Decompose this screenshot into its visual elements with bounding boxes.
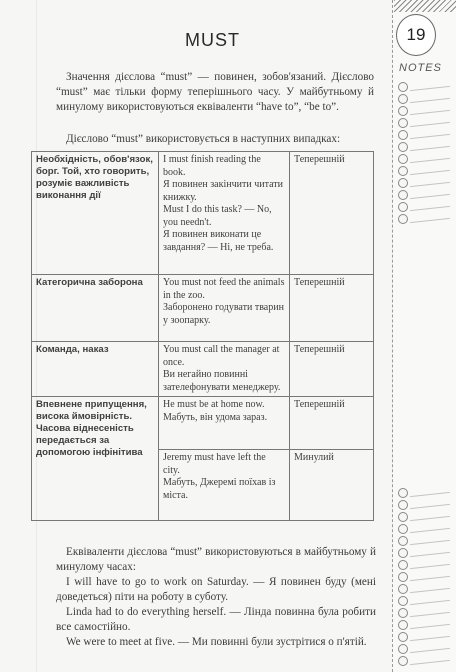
equivalents-paragraph: Еквіваленти дієслова “must” використовуються в майбутньому й минулому часах: <box>56 546 376 573</box>
binder-ring-icon <box>398 596 408 606</box>
table-row <box>32 275 374 342</box>
hatch-decoration <box>394 0 456 12</box>
tense-cell: Теперешній <box>290 342 374 397</box>
intro-paragraph: Значення дієслова “must” — повинен, зобов'язаний. Дієслово “must” має тільки форму теперішнього часу. У майбутньому й минулому використовуються еквіваленти “have to”, “be to”. <box>56 71 374 113</box>
example-en: You must not feed the animals in the zoo. <box>163 277 285 301</box>
example-cell <box>159 275 290 342</box>
example-en: You must call the manager at once. <box>163 344 280 368</box>
case-cell: Команда, наказ <box>32 342 159 397</box>
binder-ring-icon <box>398 488 408 498</box>
binder-ring-icon <box>398 620 408 630</box>
tense-cell: Теперешній <box>290 152 374 275</box>
example-en: He must be at home now. <box>163 399 265 410</box>
binder-ring-icon <box>398 524 408 534</box>
case-cell: Категорична заборона <box>32 275 159 342</box>
binder-ring-icon <box>398 82 408 92</box>
page-number-badge: 19 <box>396 14 436 56</box>
example-uk: Ви негайно повинні зателефонувати менеджеру. <box>163 369 281 393</box>
binder-ring-icon <box>398 106 408 116</box>
binder-ring-icon <box>398 656 408 666</box>
binder-ring-icon <box>398 154 408 164</box>
case-cell: Впевнене припущення, висока ймовірність. Часова віднесеність передається за допомогою інфінітива <box>32 397 159 521</box>
table-row <box>32 397 374 450</box>
example-en: Jeremy must have left the city. <box>163 452 266 476</box>
binder-ring-icon <box>398 632 408 642</box>
binder-ring-icon <box>398 130 408 140</box>
tense-cell: Теперешній <box>290 397 374 450</box>
tense-cell: Теперешній <box>290 275 374 342</box>
binder-ring-icon <box>398 214 408 224</box>
example-uk: Заборонено годувати тварин у зоопарку. <box>163 302 284 326</box>
binder-ring-icon <box>398 142 408 152</box>
example-sentence: We were to meet at five. — Ми повинні були зустрітися о п'ятій. <box>66 636 367 648</box>
table-row <box>32 152 374 275</box>
example-sentence: Linda had to do everything herself. — Лінда повинна була робити все самостійно. <box>56 606 376 633</box>
example-cell <box>159 342 290 397</box>
binder-ring-icon <box>398 178 408 188</box>
example-cell <box>159 397 290 450</box>
table-row <box>32 342 374 397</box>
usage-table <box>31 151 374 521</box>
example-en: I must finish reading the book. <box>163 154 261 178</box>
example-en: Must I do this task? — No, you needn't. <box>163 204 272 228</box>
case-cell: Необхідність, обов'язок, борг. Той, хто говорить, розуміє важливість виконання дії <box>32 152 159 275</box>
tense-cell: Минулий <box>290 450 374 521</box>
binder-ring-icon <box>398 94 408 104</box>
binder-ring-icon <box>398 548 408 558</box>
example-cell <box>159 450 290 521</box>
binder-ring-icon <box>398 644 408 654</box>
binder-ring-icon <box>398 608 408 618</box>
example-cell <box>159 152 290 275</box>
binder-ring-icon <box>398 190 408 200</box>
binder-ring-icon <box>398 166 408 176</box>
binder-ring-icon <box>398 202 408 212</box>
binder-ring-icon <box>398 584 408 594</box>
binder-ring-icon <box>398 572 408 582</box>
example-uk: Я повинен виконати це завдання? — Ні, не треба. <box>163 229 274 253</box>
notes-label: NOTES <box>399 62 442 74</box>
intro-usage-line: Дієслово “must” використовується в наступних випадках: <box>66 133 341 145</box>
binder-ring-icon <box>398 560 408 570</box>
page-title: MUST <box>185 30 240 50</box>
example-uk: Мабуть, Джеремі поїхав із міста. <box>163 477 276 501</box>
example-uk: Я повинен закінчити читати книжку. <box>163 179 283 203</box>
binder-ring-icon <box>398 500 408 510</box>
example-sentence: I will have to go to work on Saturday. — Я повинен буду (мені доведеться) піти на роботу в суботу. <box>56 576 376 603</box>
binder-ring-icon <box>398 536 408 546</box>
binder-ring-icon <box>398 512 408 522</box>
binder-ring-icon <box>398 118 408 128</box>
example-uk: Мабуть, він удома зараз. <box>163 411 268 423</box>
